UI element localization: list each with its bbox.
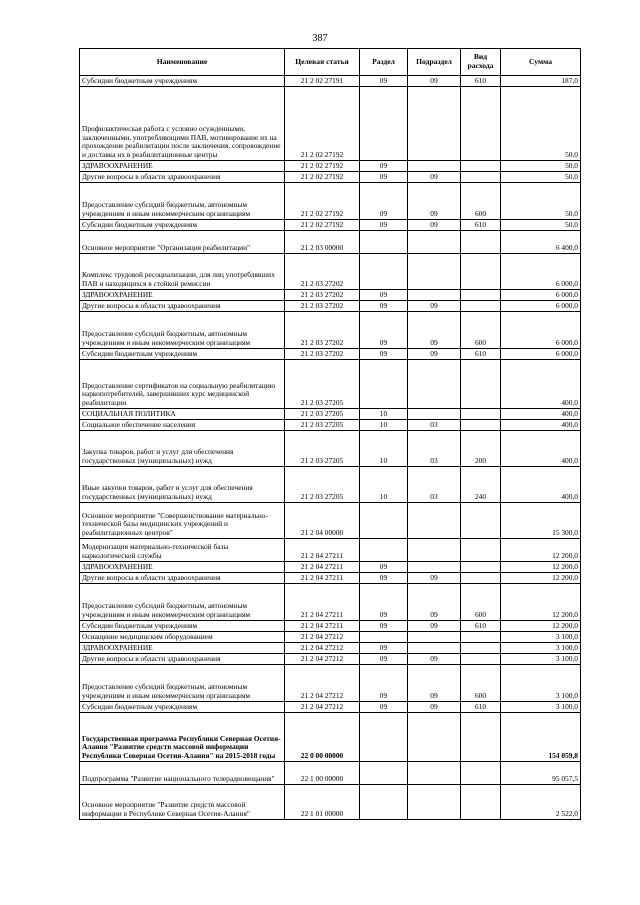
row-sum-cell: 50,0	[501, 220, 581, 231]
row-sum-cell: 50,0	[501, 161, 581, 172]
row-expense-cell	[461, 231, 501, 254]
row-subsection-cell	[408, 762, 461, 785]
row-section-cell	[360, 632, 408, 643]
header-subsection: Подраздел	[408, 49, 461, 76]
row-section-cell: 10	[360, 467, 408, 503]
row-sum-cell: 6 000,0	[501, 312, 581, 349]
table-row	[80, 584, 581, 621]
row-expense-cell	[461, 172, 501, 183]
row-name-cell: Субсидии бюджетным учреждениям	[80, 349, 285, 360]
row-subsection-cell: 09	[408, 621, 461, 632]
row-subsection-cell: 09	[408, 312, 461, 349]
row-subsection-cell: 03	[408, 467, 461, 503]
row-code-cell: 21 2 03 27202	[285, 290, 360, 301]
table-row	[80, 349, 581, 360]
row-code-cell: 21 2 02 27192	[285, 172, 360, 183]
row-name-cell: Основное мероприятие "Совершенствование материально-технической базы медицинских учреждений и реабилитационных центров"	[80, 503, 285, 539]
row-subsection-cell: 03	[408, 431, 461, 467]
row-sum-cell: 3 100,0	[501, 654, 581, 665]
row-subsection-cell	[408, 632, 461, 643]
table-row	[80, 643, 581, 654]
row-name-cell: Основное мероприятие "Развитие средств массовой информации в Республике Северная Осетия-Алания"	[80, 785, 285, 820]
row-section-cell	[360, 231, 408, 254]
table-row	[80, 654, 581, 665]
table-row	[80, 713, 581, 762]
table-body	[80, 76, 581, 820]
row-sum-cell: 6 000,0	[501, 301, 581, 312]
table-row	[80, 312, 581, 349]
table-row	[80, 409, 581, 420]
row-section-cell: 09	[360, 161, 408, 172]
row-code-cell: 21 2 04 27212	[285, 643, 360, 654]
row-sum-cell: 50,0	[501, 172, 581, 183]
row-code-cell: 21 2 02 27192	[285, 183, 360, 220]
row-name-cell: Другие вопросы в области здравоохранения	[80, 573, 285, 584]
row-subsection-cell: 03	[408, 420, 461, 431]
row-section-cell	[360, 785, 408, 820]
row-name-cell: Предоставление субсидий бюджетным, автономным учреждениям и иным некоммерческим организациям	[80, 183, 285, 220]
row-subsection-cell: 09	[408, 301, 461, 312]
row-subsection-cell	[408, 539, 461, 562]
table-row	[80, 539, 581, 562]
row-code-cell: 21 2 02 27192	[285, 220, 360, 231]
row-section-cell: 09	[360, 665, 408, 702]
row-code-cell: 21 2 03 27205	[285, 467, 360, 503]
row-name-cell: Подпрограмма "Развитие национального телерадиовещания"	[80, 762, 285, 785]
row-subsection-cell	[408, 643, 461, 654]
table-row	[80, 290, 581, 301]
row-code-cell: 21 2 04 27211	[285, 621, 360, 632]
table-row	[80, 420, 581, 431]
row-name-cell: ЗДРАВООХРАНЕНИЕ	[80, 161, 285, 172]
table-row	[80, 621, 581, 632]
row-code-cell: 21 2 03 27202	[285, 349, 360, 360]
table-row	[80, 360, 581, 409]
row-code-cell: 21 2 03 00000	[285, 231, 360, 254]
row-expense-cell	[461, 409, 501, 420]
row-code-cell: 21 2 03 27205	[285, 360, 360, 409]
row-subsection-cell: 09	[408, 584, 461, 621]
row-section-cell: 09	[360, 584, 408, 621]
row-sum-cell: 50,0	[501, 183, 581, 220]
table-row	[80, 76, 581, 87]
row-name-cell: Профилактическая работа с условно осужденными, заключенными, употребляющими ПАВ, мотивирование их на прохождение реабилитации после заключения, сопровождение и доставка их в реабилитационные центры	[80, 87, 285, 161]
row-code-cell: 21 2 04 27211	[285, 573, 360, 584]
table-row	[80, 632, 581, 643]
row-expense-cell	[461, 301, 501, 312]
row-expense-cell	[461, 161, 501, 172]
row-section-cell: 09	[360, 220, 408, 231]
row-sum-cell: 3 100,0	[501, 632, 581, 643]
row-subsection-cell: 09	[408, 183, 461, 220]
row-name-cell: Социальное обеспечение населения	[80, 420, 285, 431]
row-section-cell: 09	[360, 573, 408, 584]
row-name-cell: ЗДРАВООХРАНЕНИЕ	[80, 643, 285, 654]
row-sum-cell: 187,0	[501, 76, 581, 87]
row-name-cell: ЗДРАВООХРАНЕНИЕ	[80, 290, 285, 301]
row-name-cell: Государственная программа Республики Северная Осетия-Алания "Развитие средств массовой информации Республики Северная Осетия-Алания" на 2015-2018 годы	[80, 713, 285, 762]
table-row	[80, 161, 581, 172]
row-sum-cell: 400,0	[501, 360, 581, 409]
table-row	[80, 665, 581, 702]
row-section-cell	[360, 713, 408, 762]
row-name-cell: Комплекс трудовой ресоциализации, для лиц употреблявших ПАВ и находящихся в стойкой ремиссии	[80, 254, 285, 290]
row-expense-cell: 600	[461, 312, 501, 349]
row-subsection-cell: 09	[408, 665, 461, 702]
row-expense-cell: 610	[461, 349, 501, 360]
row-name-cell: Субсидии бюджетным учреждениям	[80, 76, 285, 87]
row-code-cell: 21 2 02 27191	[285, 76, 360, 87]
row-expense-cell	[461, 420, 501, 431]
table-row	[80, 467, 581, 503]
row-name-cell: Другие вопросы в области здравоохранения	[80, 172, 285, 183]
table-row	[80, 562, 581, 573]
row-subsection-cell	[408, 360, 461, 409]
row-code-cell: 22 1 01 00000	[285, 785, 360, 820]
row-name-cell: Основное мероприятие "Организация реабилитации"	[80, 231, 285, 254]
row-code-cell: 22 1 00 00000	[285, 762, 360, 785]
row-sum-cell: 6 000,0	[501, 290, 581, 301]
row-section-cell: 09	[360, 562, 408, 573]
row-expense-cell: 600	[461, 183, 501, 220]
row-expense-cell: 240	[461, 467, 501, 503]
row-subsection-cell: 09	[408, 349, 461, 360]
row-code-cell: 22 0 00 00000	[285, 713, 360, 762]
row-expense-cell: 610	[461, 76, 501, 87]
table-row	[80, 503, 581, 539]
row-subsection-cell	[408, 409, 461, 420]
row-code-cell: 21 2 02 27192	[285, 161, 360, 172]
row-sum-cell: 3 100,0	[501, 702, 581, 713]
header-sum: Сумма	[501, 49, 581, 76]
row-section-cell	[360, 762, 408, 785]
row-expense-cell	[461, 573, 501, 584]
table-row	[80, 87, 581, 161]
header-name: Наименование	[80, 49, 285, 76]
row-section-cell: 10	[360, 420, 408, 431]
row-subsection-cell	[408, 562, 461, 573]
row-subsection-cell	[408, 503, 461, 539]
row-name-cell: Другие вопросы в области здравоохранения	[80, 301, 285, 312]
row-section-cell: 10	[360, 431, 408, 467]
row-subsection-cell: 09	[408, 172, 461, 183]
row-name-cell: Предоставление субсидий бюджетным, автономным учреждениям и иным некоммерческим организациям	[80, 584, 285, 621]
row-sum-cell: 400,0	[501, 420, 581, 431]
row-sum-cell: 6 000,0	[501, 254, 581, 290]
row-sum-cell: 50,0	[501, 87, 581, 161]
row-sum-cell: 95 057,5	[501, 762, 581, 785]
row-expense-cell	[461, 632, 501, 643]
row-code-cell: 21 2 04 27211	[285, 584, 360, 621]
header-expense-type: Вид расхода	[461, 49, 501, 76]
row-sum-cell: 400,0	[501, 409, 581, 420]
row-name-cell: Предоставление субсидий бюджетным, автономным учреждениям и иным некоммерческим организациям	[80, 312, 285, 349]
row-subsection-cell: 09	[408, 654, 461, 665]
row-subsection-cell	[408, 713, 461, 762]
row-sum-cell: 2 522,0	[501, 785, 581, 820]
row-expense-cell	[461, 503, 501, 539]
table-row	[80, 254, 581, 290]
row-expense-cell	[461, 654, 501, 665]
row-sum-cell: 400,0	[501, 467, 581, 503]
row-code-cell: 21 2 03 27202	[285, 312, 360, 349]
header-section: Раздел	[360, 49, 408, 76]
row-code-cell: 21 2 04 27212	[285, 665, 360, 702]
table-row	[80, 573, 581, 584]
row-code-cell: 21 2 03 27205	[285, 420, 360, 431]
row-section-cell: 09	[360, 643, 408, 654]
table-row	[80, 762, 581, 785]
row-code-cell: 21 2 02 27192	[285, 87, 360, 161]
row-code-cell: 21 2 03 27202	[285, 301, 360, 312]
row-code-cell: 21 2 04 27212	[285, 654, 360, 665]
row-code-cell: 21 2 04 27211	[285, 562, 360, 573]
row-subsection-cell: 09	[408, 702, 461, 713]
row-expense-cell	[461, 562, 501, 573]
row-name-cell: Закупка товаров, работ и услуг для обеспечения государственных (муниципальных) нужд	[80, 431, 285, 467]
row-section-cell: 09	[360, 172, 408, 183]
row-expense-cell	[461, 539, 501, 562]
row-code-cell: 21 2 04 27212	[285, 632, 360, 643]
header-code: Целевая статья	[285, 49, 360, 76]
row-name-cell: Субсидии бюджетным учреждениям	[80, 621, 285, 632]
row-expense-cell	[461, 290, 501, 301]
row-name-cell: СОЦИАЛЬНАЯ ПОЛИТИКА	[80, 409, 285, 420]
row-section-cell	[360, 539, 408, 562]
row-expense-cell: 610	[461, 621, 501, 632]
row-expense-cell	[461, 785, 501, 820]
row-section-cell: 09	[360, 702, 408, 713]
row-section-cell: 09	[360, 183, 408, 220]
row-code-cell: 21 2 04 00000	[285, 503, 360, 539]
row-subsection-cell: 09	[408, 220, 461, 231]
row-expense-cell	[461, 643, 501, 654]
row-name-cell: Субсидии бюджетным учреждениям	[80, 702, 285, 713]
row-expense-cell	[461, 762, 501, 785]
table-row	[80, 702, 581, 713]
table-row	[80, 785, 581, 820]
budget-table	[79, 48, 581, 820]
row-name-cell: Предоставление субсидий бюджетным, автономным учреждениям и иным некоммерческим организациям	[80, 665, 285, 702]
row-expense-cell	[461, 713, 501, 762]
row-section-cell	[360, 87, 408, 161]
table-row	[80, 172, 581, 183]
row-section-cell: 09	[360, 312, 408, 349]
row-sum-cell: 6 000,0	[501, 349, 581, 360]
row-section-cell: 09	[360, 654, 408, 665]
table-row	[80, 301, 581, 312]
row-subsection-cell	[408, 290, 461, 301]
row-sum-cell: 12 200,0	[501, 562, 581, 573]
row-section-cell	[360, 254, 408, 290]
row-code-cell: 21 2 04 27211	[285, 539, 360, 562]
row-subsection-cell: 09	[408, 573, 461, 584]
row-subsection-cell	[408, 161, 461, 172]
row-expense-cell: 610	[461, 702, 501, 713]
row-expense-cell: 600	[461, 665, 501, 702]
row-subsection-cell: 09	[408, 76, 461, 87]
row-section-cell: 09	[360, 349, 408, 360]
row-sum-cell: 12 200,0	[501, 584, 581, 621]
row-sum-cell: 12 200,0	[501, 621, 581, 632]
table-row	[80, 431, 581, 467]
table-header-row	[80, 49, 581, 76]
row-sum-cell: 3 100,0	[501, 665, 581, 702]
row-expense-cell: 200	[461, 431, 501, 467]
row-name-cell: Оснащение медицинским оборудованием	[80, 632, 285, 643]
row-sum-cell: 400,0	[501, 431, 581, 467]
row-name-cell: Субсидии бюджетным учреждениям	[80, 220, 285, 231]
row-sum-cell: 12 200,0	[501, 573, 581, 584]
row-section-cell	[360, 360, 408, 409]
row-sum-cell: 154 059,8	[501, 713, 581, 762]
row-name-cell: Предоставление сертификатов на социальную реабилитацию наркопотребителей, завершивших курс медицинской реабилитации	[80, 360, 285, 409]
row-section-cell: 09	[360, 621, 408, 632]
table-row	[80, 231, 581, 254]
row-sum-cell: 3 100,0	[501, 643, 581, 654]
table-row	[80, 220, 581, 231]
row-expense-cell: 610	[461, 220, 501, 231]
row-name-cell: Модернизация материально-технической базы наркологической службы	[80, 539, 285, 562]
row-expense-cell	[461, 87, 501, 161]
row-expense-cell	[461, 254, 501, 290]
row-subsection-cell	[408, 87, 461, 161]
row-subsection-cell	[408, 785, 461, 820]
row-section-cell	[360, 503, 408, 539]
row-subsection-cell	[408, 231, 461, 254]
row-section-cell: 09	[360, 290, 408, 301]
row-code-cell: 21 2 03 27205	[285, 431, 360, 467]
row-expense-cell	[461, 360, 501, 409]
row-sum-cell: 12 200,0	[501, 539, 581, 562]
row-name-cell: Другие вопросы в области здравоохранения	[80, 654, 285, 665]
row-code-cell: 21 2 04 27212	[285, 702, 360, 713]
row-name-cell: ЗДРАВООХРАНЕНИЕ	[80, 562, 285, 573]
row-expense-cell: 600	[461, 584, 501, 621]
table-row	[80, 183, 581, 220]
row-code-cell: 21 2 03 27205	[285, 409, 360, 420]
row-code-cell: 21 2 03 27202	[285, 254, 360, 290]
row-sum-cell: 15 300,0	[501, 503, 581, 539]
row-sum-cell: 6 400,0	[501, 231, 581, 254]
row-name-cell: Иные закупки товаров, работ и услуг для обеспечения государственных (муниципальных) нужд	[80, 467, 285, 503]
row-section-cell: 10	[360, 409, 408, 420]
row-section-cell: 09	[360, 76, 408, 87]
row-subsection-cell	[408, 254, 461, 290]
row-section-cell: 09	[360, 301, 408, 312]
page-number: 387	[312, 33, 328, 44]
